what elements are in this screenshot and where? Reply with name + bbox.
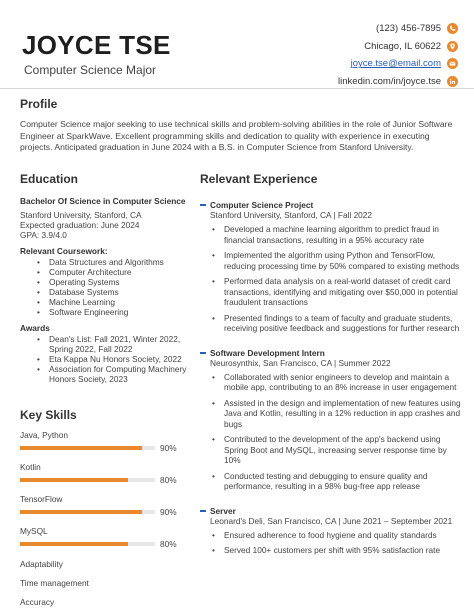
skill-bar-track: [20, 446, 155, 450]
list-item: • Association for Computing Machinery Honors Society, 2023: [20, 364, 190, 384]
education-title: Education: [20, 172, 79, 186]
education-gpa: GPA: 3.9/4.0: [20, 230, 67, 240]
list-item: • Performed data analysis on a real-world dataset of credit card transactions, identifying and mitigating over $50,000 in potential fraudulent transactions: [200, 276, 462, 308]
list-item: • Assisted in the design and implementation of new features using Java and Kotlin, resulting in a 12% reduction in app crashes and bugs: [200, 398, 462, 430]
list-item: • Presented findings to a team of faculty and graduate students, receiving positive feedback and suggestions for further research: [200, 313, 462, 334]
profile-title: Profile: [20, 97, 58, 111]
contact-linkedin-text: linkedin.com/in/joyce.tse: [338, 75, 441, 87]
skill-adaptability: Adaptability: [20, 559, 63, 569]
skill-bar-track: [20, 542, 155, 546]
list-item: • Dean's List: Fall 2021, Winter 2022, Spring 2022, Fall 2022: [20, 334, 190, 354]
skill-name: TensorFlow: [20, 494, 63, 504]
list-item: • Data Structures and Algorithms: [20, 257, 190, 267]
experience-item-sub: Leonard's Deli, San Francisco, CA | June 2021 – September 2021: [210, 515, 453, 526]
candidate-subtitle: Computer Science Major: [24, 63, 157, 77]
skill-percent: 90%: [160, 507, 177, 517]
profile-section: [20, 97, 460, 154]
skill-bar-track: [20, 510, 155, 514]
skill-bar-fill: [20, 446, 142, 450]
skill-percent: 80%: [160, 539, 177, 549]
education-expected: Expected graduation: June 2024: [20, 220, 140, 230]
skill-bar-track: [20, 478, 155, 482]
coursework-title: Relevant Coursework:: [20, 246, 108, 256]
experience-item-title: Software Development Intern: [200, 348, 462, 358]
skill-bar-fill: [20, 542, 128, 546]
list-item: • Computer Architecture: [20, 267, 190, 277]
contact-phone: [238, 20, 458, 38]
contact-location: [238, 38, 458, 56]
list-item: • Collaborated with senior engineers to develop and maintain a mobile app, contributing to an 8% increase in user engagement: [200, 372, 462, 393]
list-item: • Contributed to the development of the app's backend using Spring Boot and MySQL, increasing server response time by 10%: [200, 434, 462, 466]
experience-item: [200, 200, 462, 334]
list-item: • Conducted testing and debugging to ensure quality and performance, resulting in a 98% bug-free app release: [200, 471, 462, 492]
skill-item: [20, 430, 190, 454]
experience-item-sub: Neurosynthix, San Francisco, CA | Summer 2022: [210, 357, 391, 368]
experience-item: [200, 506, 462, 556]
awards-title: Awards: [20, 323, 50, 333]
education-school: Stanford University, Stanford, CA: [20, 210, 142, 220]
skills-title: Key Skills: [20, 408, 77, 422]
list-item: • Machine Learning: [20, 297, 190, 307]
resume-header: [0, 0, 474, 88]
candidate-name: JOYCE TSE: [22, 30, 171, 60]
list-item: • Database Systems: [20, 287, 190, 297]
left-column: [20, 172, 190, 607]
header-divider: [0, 88, 474, 89]
list-item: • Ensured adherence to food hygiene and quality standards: [200, 530, 462, 541]
contact-block: [238, 20, 458, 90]
skill-bar-fill: [20, 510, 142, 514]
right-column: [200, 172, 462, 561]
skill-item: [20, 526, 190, 550]
list-item: • Served 100+ customers per shift with 95% satisfaction rate: [200, 545, 462, 556]
awards-list: [20, 334, 190, 384]
linkedin-icon: [447, 76, 458, 87]
coursework-list: [20, 257, 190, 317]
skill-name: Kotlin: [20, 462, 41, 472]
skill-bar-fill: [20, 478, 128, 482]
experience-item-title: Server: [200, 506, 462, 516]
skill-name: Java, Python: [20, 430, 68, 440]
list-item: • Developed a machine learning algorithm to predict fraud in financial transactions, resulting in a 95% accuracy rate: [200, 224, 462, 245]
skill-accuracy: Accuracy: [20, 597, 55, 607]
list-item: • Software Engineering: [20, 307, 190, 317]
skill-time-management: Time management: [20, 578, 89, 588]
list-item: • Implemented the algorithm using Python and TensorFlow, reducing processing time by 50% compared to existing methods: [200, 250, 462, 271]
contact-email[interactable]: [238, 55, 458, 73]
skill-percent: 80%: [160, 475, 177, 485]
list-item: • Operating Systems: [20, 277, 190, 287]
contact-phone-text: (123) 456-7895: [376, 23, 441, 35]
experience-item-title: Computer Science Project: [200, 200, 462, 210]
skill-percent: 90%: [160, 443, 177, 453]
phone-icon: [447, 23, 458, 34]
experience-item-sub: Stanford University, Stanford, CA | Fall 2022: [210, 210, 373, 220]
email-icon: [447, 58, 458, 69]
contact-location-text: Chicago, IL 60622: [364, 40, 441, 52]
list-item: • Eta Kappa Nu Honors Society, 2022: [20, 354, 190, 364]
location-icon: [447, 41, 458, 52]
skill-name: MySQL: [20, 526, 48, 536]
contact-email-link[interactable]: joyce.tse@email.com: [350, 58, 441, 70]
education-degree: Bachelor Of Science in Computer Science: [20, 196, 186, 206]
profile-text: Computer Science major seeking to use technical skills and problem-solving abilities in the role of Junior Software Engineer at SparkWave. Excellent programming skills and dedication to quality with experience in executing projects. Anticipated graduation in June 2024 with a B.S. in Computer Science from Stanford University.: [20, 119, 453, 152]
skill-item: [20, 494, 190, 518]
skill-item: [20, 462, 190, 486]
experience-title: Relevant Experience: [200, 172, 318, 186]
experience-item: [200, 348, 462, 492]
